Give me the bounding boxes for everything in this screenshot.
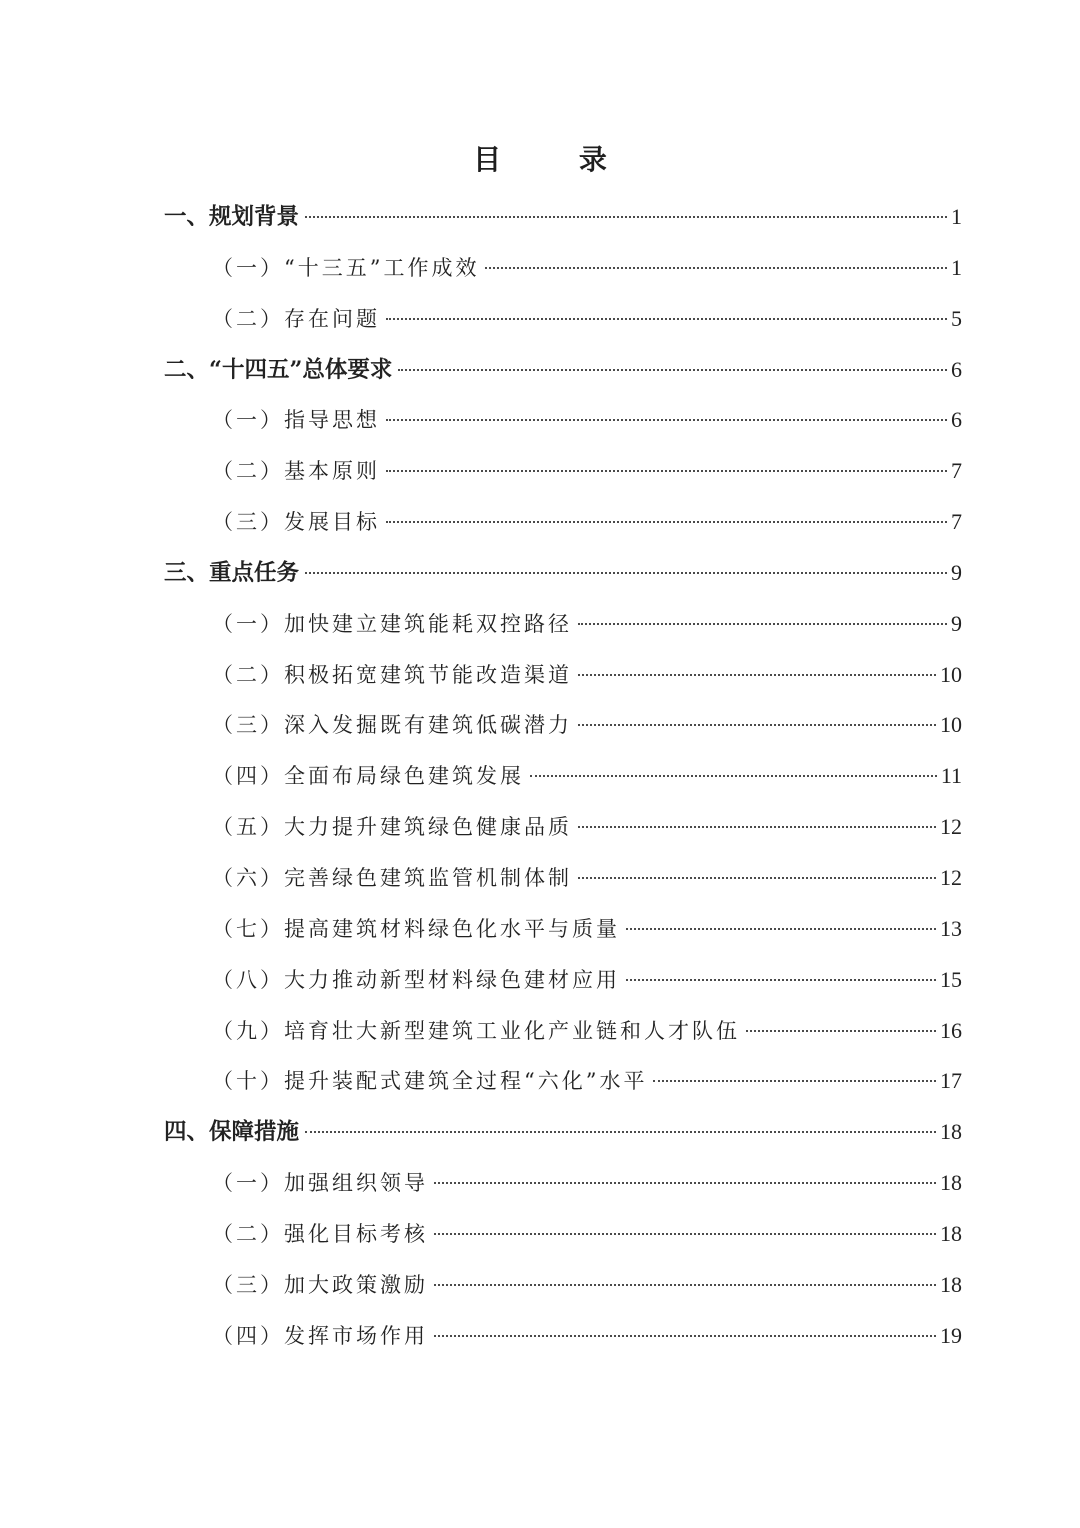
toc-dot-leader xyxy=(434,1233,936,1235)
toc-entry-page-number: 15 xyxy=(940,966,962,992)
toc-entry-page-number: 6 xyxy=(951,407,962,433)
toc-entry-subsection[interactable] xyxy=(0,1209,1080,1260)
toc-entry-label: 一、规划背景 xyxy=(164,204,300,230)
toc-entry-label: （二）积极拓宽建筑节能改造渠道 xyxy=(212,662,572,687)
toc-entry-page-number: 7 xyxy=(951,509,962,535)
toc-dot-leader xyxy=(578,674,936,676)
toc-entry-subsection[interactable] xyxy=(0,1056,1080,1107)
toc-entry-section-3[interactable] xyxy=(0,548,1080,599)
toc-entry-label: （七）提高建筑材料绿色化水平与质量 xyxy=(212,916,620,941)
toc-entry-page-number: 18 xyxy=(940,1170,962,1196)
toc-dot-leader xyxy=(386,521,947,523)
toc-entry-page-number: 5 xyxy=(951,305,962,331)
toc-entry-subsection[interactable] xyxy=(0,497,1080,548)
toc-entry-label: 三、重点任务 xyxy=(164,559,300,586)
toc-dot-leader xyxy=(530,775,937,777)
toc-entry-label: （五）大力提升建筑绿色健康品质 xyxy=(212,815,572,840)
toc-entry-page-number: 10 xyxy=(940,661,962,687)
toc-entry-subsection[interactable] xyxy=(0,955,1080,1006)
toc-entry-page-number: 10 xyxy=(940,712,962,738)
toc-dot-leader xyxy=(305,572,947,574)
toc-dot-leader xyxy=(434,1335,936,1337)
toc-dot-leader xyxy=(626,928,936,930)
toc-entry-label: （三）发展目标 xyxy=(212,510,380,535)
toc-entry-label: （四）全面布局绿色建筑发展 xyxy=(212,764,524,789)
toc-dot-leader xyxy=(746,1030,936,1032)
toc-entry-section-4[interactable] xyxy=(0,1107,1080,1158)
toc-dot-leader xyxy=(398,369,947,371)
toc-entry-subsection[interactable] xyxy=(0,751,1080,802)
toc-entry-page-number: 11 xyxy=(940,763,962,789)
toc-entry-page-number: 1 xyxy=(951,254,962,280)
toc-entry-label: （一）“十三五”工作成效 xyxy=(212,255,480,280)
toc-entry-subsection[interactable] xyxy=(0,446,1080,497)
toc-entry-subsection[interactable] xyxy=(0,243,1080,294)
toc-entry-label: （九）培育壮大新型建筑工业化产业链和人才队伍 xyxy=(212,1018,740,1043)
toc-entry-page-number: 18 xyxy=(940,1220,962,1246)
toc-entry-page-number: 13 xyxy=(940,915,962,941)
toc-dot-leader xyxy=(626,979,936,981)
toc-entry-subsection[interactable] xyxy=(0,853,1080,904)
toc-entry-page-number: 1 xyxy=(951,204,962,229)
toc-entry-label: （十）提升装配式建筑全过程“六化”水平 xyxy=(212,1069,648,1094)
toc-dot-leader xyxy=(578,623,947,625)
toc-dot-leader xyxy=(386,419,947,421)
toc-entry-label: 四、保障措施 xyxy=(164,1119,300,1146)
toc-dot-leader xyxy=(578,877,936,879)
toc-entry-page-number: 12 xyxy=(940,864,962,890)
toc-title: 目 录 xyxy=(473,143,641,176)
toc-dot-leader xyxy=(434,1182,936,1184)
toc-entry-subsection[interactable] xyxy=(0,904,1080,955)
toc-entry-section-1[interactable] xyxy=(0,192,1080,243)
toc-entry-label: （二）存在问题 xyxy=(212,306,380,331)
toc-dot-leader xyxy=(578,724,936,726)
toc-dot-leader xyxy=(653,1080,936,1082)
toc-list xyxy=(0,192,1080,1361)
toc-entry-page-number: 18 xyxy=(940,1271,962,1297)
toc-entry-label: （三）深入发掘既有建筑低碳潜力 xyxy=(212,713,572,738)
toc-entry-label: （一）加强组织领导 xyxy=(212,1171,428,1196)
toc-dot-leader xyxy=(578,826,936,828)
toc-entry-page-number: 7 xyxy=(951,458,962,484)
toc-entry-page-number: 18 xyxy=(940,1119,962,1145)
toc-entry-subsection[interactable] xyxy=(0,395,1080,446)
toc-entry-subsection[interactable] xyxy=(0,599,1080,650)
toc-entry-label: （一）加快建立建筑能耗双控路径 xyxy=(212,611,572,636)
toc-entry-subsection[interactable] xyxy=(0,1006,1080,1057)
toc-entry-page-number: 12 xyxy=(940,814,962,840)
toc-entry-page-number: 17 xyxy=(940,1068,962,1094)
toc-entry-subsection[interactable] xyxy=(0,1158,1080,1209)
toc-entry-section-2[interactable] xyxy=(0,345,1080,396)
toc-entry-subsection[interactable] xyxy=(0,1311,1080,1362)
toc-entry-subsection[interactable] xyxy=(0,650,1080,701)
toc-entry-page-number: 6 xyxy=(951,356,962,382)
toc-dot-leader xyxy=(485,267,947,269)
toc-entry-page-number: 16 xyxy=(940,1017,962,1043)
toc-entry-label: （八）大力推动新型材料绿色建材应用 xyxy=(212,967,620,992)
toc-dot-leader xyxy=(386,318,947,320)
toc-entry-label: （六）完善绿色建筑监管机制体制 xyxy=(212,865,572,890)
toc-entry-subsection[interactable] xyxy=(0,802,1080,853)
toc-entry-subsection[interactable] xyxy=(0,700,1080,751)
toc-entry-subsection[interactable] xyxy=(0,294,1080,345)
toc-dot-leader xyxy=(305,1131,936,1133)
toc-entry-page-number: 9 xyxy=(951,610,962,636)
toc-entry-label: 二、“十四五”总体要求 xyxy=(164,356,393,383)
toc-entry-label: （二）强化目标考核 xyxy=(212,1221,428,1246)
toc-entry-label: （二）基本原则 xyxy=(212,459,380,484)
toc-entry-page-number: 9 xyxy=(951,559,962,585)
toc-entry-subsection[interactable] xyxy=(0,1260,1080,1311)
toc-dot-leader xyxy=(305,216,947,218)
toc-entry-label: （四）发挥市场作用 xyxy=(212,1323,428,1348)
toc-dot-leader xyxy=(434,1284,936,1286)
toc-entry-label: （三）加大政策激励 xyxy=(212,1272,428,1297)
toc-entry-page-number: 19 xyxy=(940,1322,962,1348)
toc-entry-label: （一）指导思想 xyxy=(212,408,380,433)
toc-dot-leader xyxy=(386,470,947,472)
